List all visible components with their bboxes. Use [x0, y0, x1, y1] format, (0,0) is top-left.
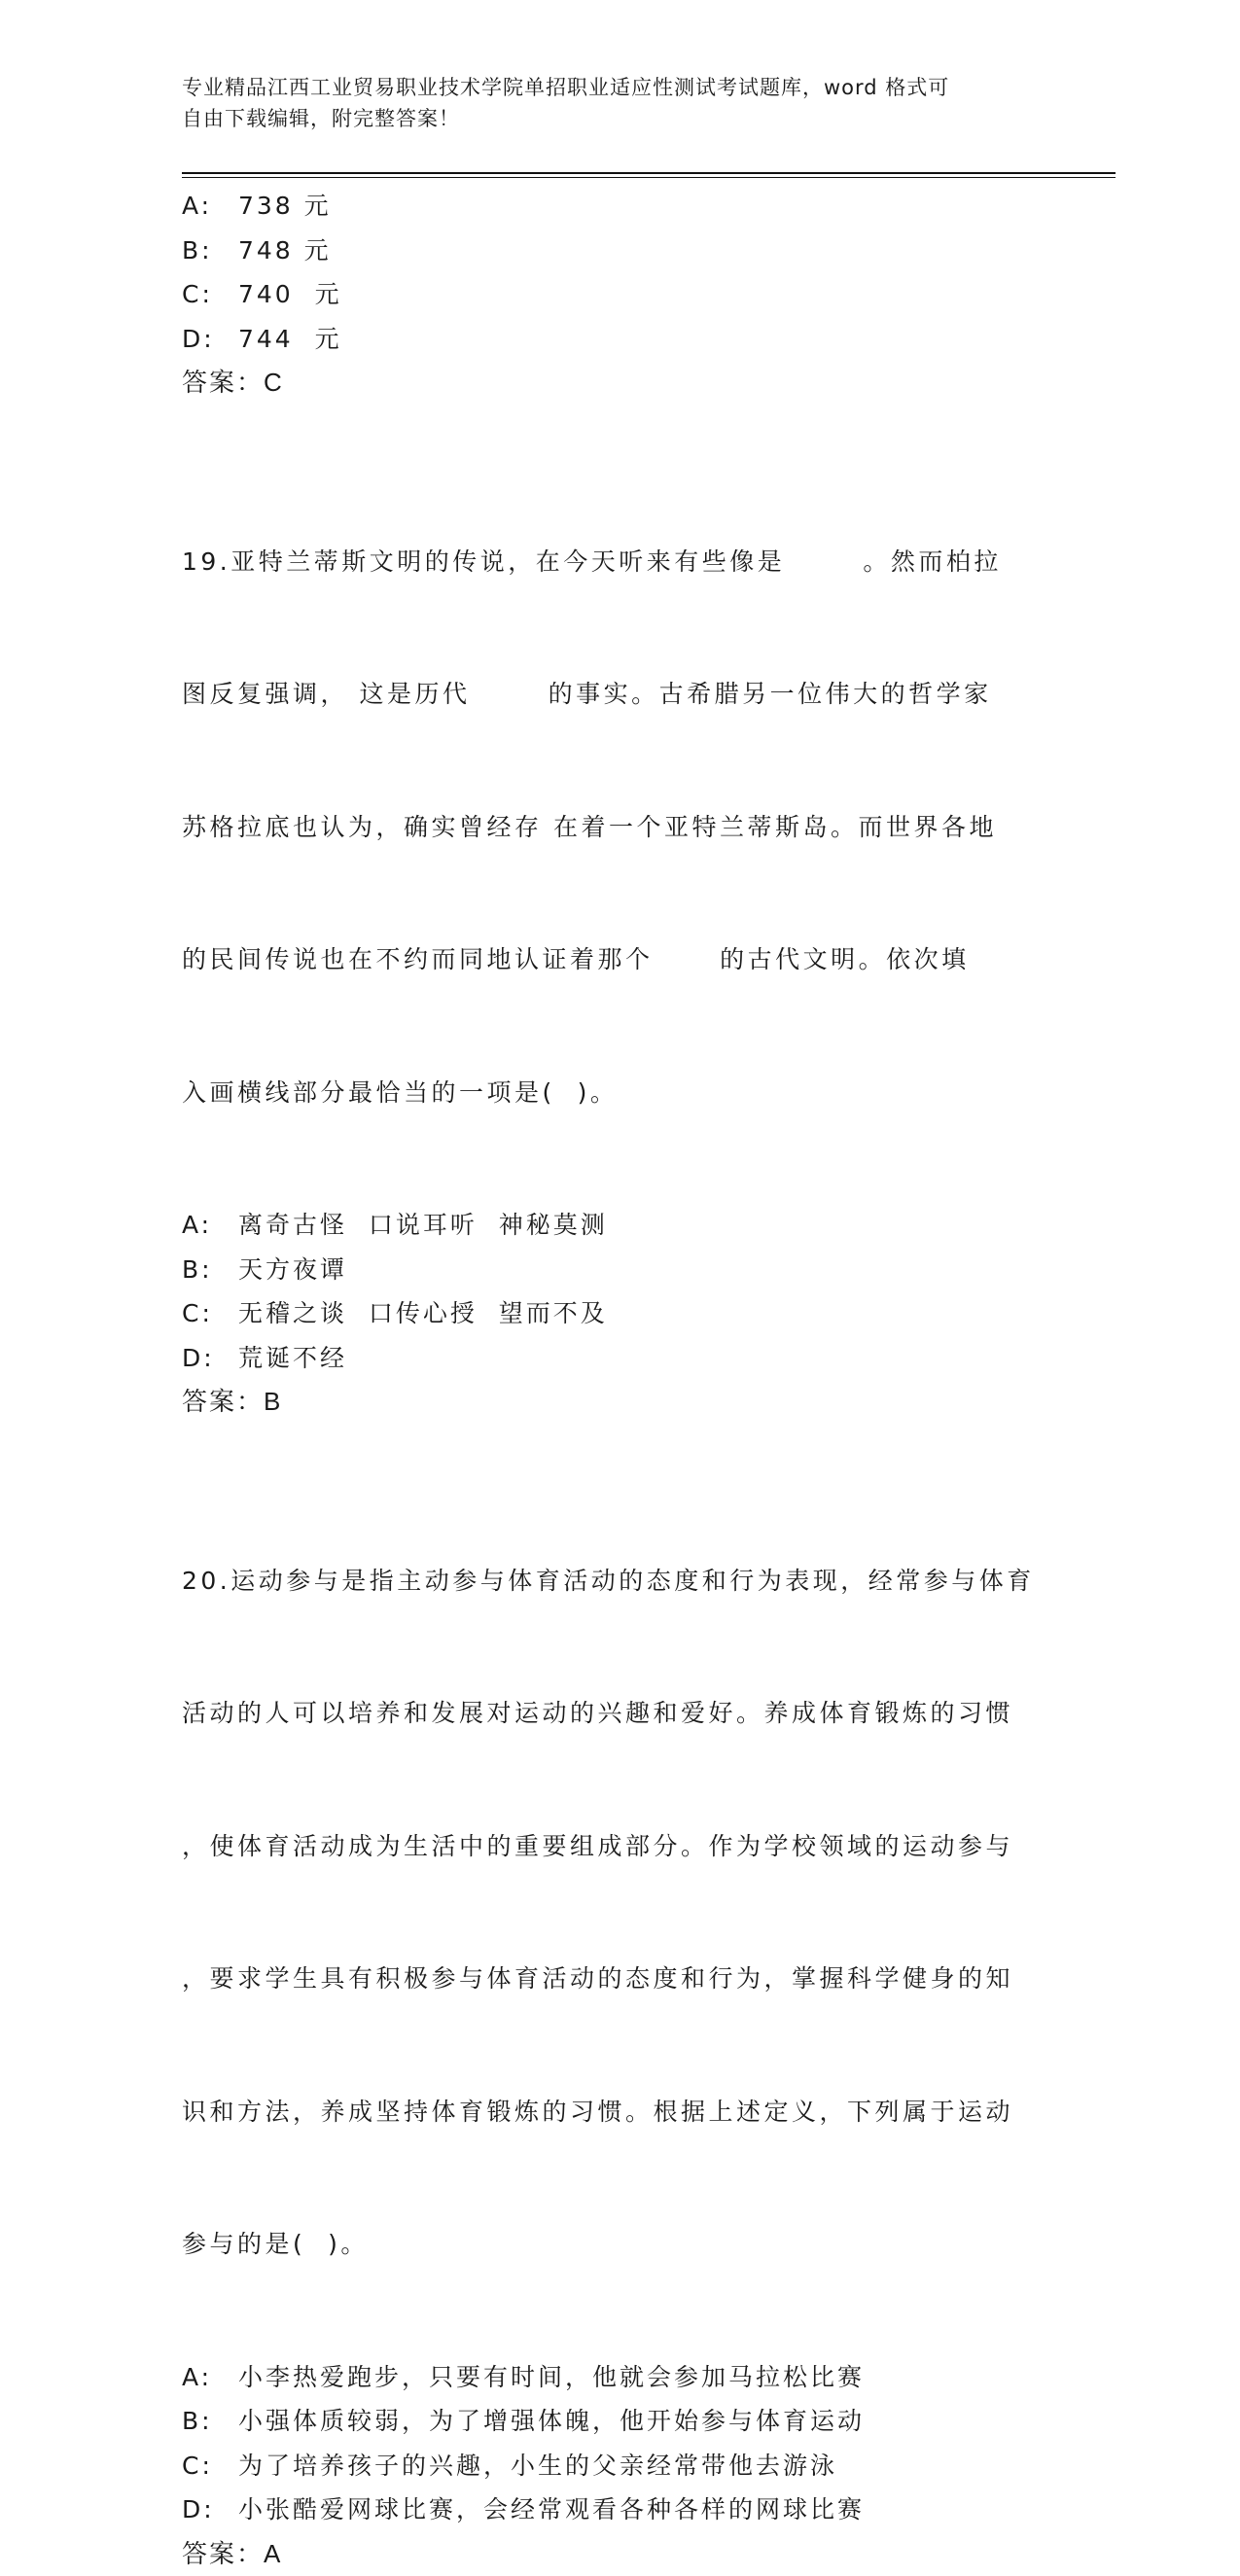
option-d — [182, 2488, 1057, 2532]
header-divider-thick — [182, 172, 1116, 174]
answer-line: 答案：A — [182, 2532, 1057, 2576]
option-letter: C: — [182, 1291, 238, 1336]
option-letter: A: — [182, 2355, 238, 2400]
option-text: 小张酷爱网球比赛，会经常观看各种各样的网球比赛 — [238, 2488, 865, 2532]
option-b — [182, 2399, 1057, 2444]
option-text: 740 元 — [238, 272, 342, 317]
question-stem — [182, 451, 1038, 1204]
stem-line: 的民间传说也在不约而同地认证着那个 的古代文明。依次填 — [182, 937, 1038, 982]
stem-line: ，使体育活动成为生活中的重要组成部分。作为学校领域的运动参与 — [182, 1824, 1038, 1869]
answer-line: 答案：C — [182, 361, 1057, 406]
option-letter: A: — [182, 1203, 238, 1248]
spacer — [182, 1425, 1057, 1470]
option-text: 738 元 — [238, 184, 332, 229]
option-letter: D: — [182, 1336, 238, 1381]
stem-line: 活动的人可以培养和发展对运动的兴趣和爱好。养成体育锻炼的习惯 — [182, 1691, 1038, 1736]
option-text: 离奇古怪 口说耳听 神秘莫测 — [238, 1203, 608, 1248]
stem-line: 20.运动参与是指主动参与体育活动的态度和行为表现，经常参与体育 — [182, 1559, 1038, 1604]
option-c — [182, 1291, 1057, 1336]
option-letter: B: — [182, 229, 238, 273]
stem-line: 入画横线部分最恰当的一项是( )。 — [182, 1071, 1038, 1115]
stem-line: 图反复强调， 这是历代 的事实。古希腊另一位伟大的哲学家 — [182, 672, 1038, 717]
option-c — [182, 272, 1057, 317]
option-letter: A: — [182, 184, 238, 229]
question-20 — [182, 1470, 1057, 2576]
header-divider-thin — [182, 177, 1116, 178]
option-letter: C: — [182, 2444, 238, 2488]
option-b — [182, 1248, 1057, 1292]
option-a — [182, 184, 1057, 229]
stem-line: 识和方法，养成坚持体育锻炼的习惯。根据上述定义，下列属于运动 — [182, 2090, 1038, 2135]
question-19 — [182, 451, 1057, 1425]
option-a — [182, 1203, 1057, 1248]
question-stem — [182, 1470, 1038, 2355]
option-text: 748 元 — [238, 229, 332, 273]
option-letter: D: — [182, 317, 238, 362]
spacer — [182, 406, 1057, 451]
option-text: 天方夜谭 — [238, 1248, 347, 1292]
option-text: 荒诞不经 — [238, 1336, 347, 1381]
option-text: 为了培养孩子的兴趣，小生的父亲经常带他去游泳 — [238, 2444, 837, 2488]
option-letter: D: — [182, 2488, 238, 2532]
stem-line: 苏格拉底也认为，确实曾经存 在着一个亚特兰蒂斯岛。而世界各地 — [182, 805, 1038, 850]
stem-line: 参与的是( )。 — [182, 2222, 1038, 2267]
stem-line: ，要求学生具有积极参与体育活动的态度和行为，掌握科学健身的知 — [182, 1957, 1038, 2001]
question-18 — [182, 184, 1057, 406]
question-content — [182, 184, 1057, 2576]
option-a — [182, 2355, 1057, 2400]
page-header — [182, 72, 1038, 134]
option-text: 无稽之谈 口传心授 望而不及 — [238, 1291, 608, 1336]
option-letter: C: — [182, 272, 238, 317]
option-b — [182, 229, 1057, 273]
header-line-2: 自由下载编辑，附完整答案！ — [182, 103, 1038, 134]
option-d — [182, 317, 1057, 362]
option-text: 小李热爱跑步，只要有时间，他就会参加马拉松比赛 — [238, 2355, 865, 2400]
stem-line: 19.亚特兰蒂斯文明的传说，在今天听来有些像是 。然而柏拉 — [182, 540, 1038, 584]
option-d — [182, 1336, 1057, 1381]
option-text: 744 元 — [238, 317, 342, 362]
header-line-1: 专业精品江西工业贸易职业技术学院单招职业适应性测试考试题库，word 格式可 — [182, 72, 1038, 103]
option-letter: B: — [182, 1248, 238, 1292]
option-letter: B: — [182, 2399, 238, 2444]
option-text: 小强体质较弱，为了增强体魄，他开始参与体育运动 — [238, 2399, 865, 2444]
option-c — [182, 2444, 1057, 2488]
answer-line: 答案：B — [182, 1380, 1057, 1425]
